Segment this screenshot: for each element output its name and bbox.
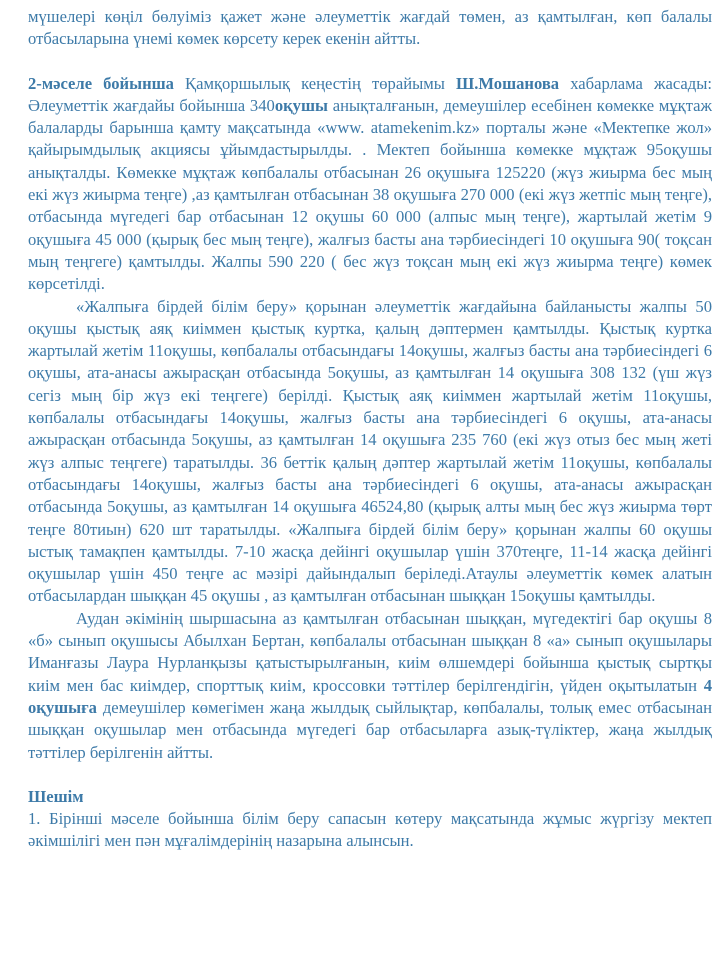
decision-heading-text: Шешім	[28, 786, 84, 806]
paragraph-continuation: мүшелері көңіл бөлуіміз қажет және әлеуметтік жағдай төмен, аз қамтылған, көп балалы отбасыларына үнемі көмек көрсету керек екенін айтты.	[28, 7, 712, 49]
issue-2-text-2: хабарлама жасады: Әлеуметтік жағдайы бойынша 340	[28, 73, 712, 115]
decision-heading	[28, 786, 712, 808]
decision-item-1: 1. Бірінші мәселе бойынша білім беру сапасын көтеру мақсатында жұмыс жүргізу мектеп әкімшілігі мен пән мұғалімдерінің назарына алынсын.	[28, 809, 712, 851]
issue-2-text-3: анықталғанын, демеушілер есебінен көмекке мұқтаж балаларды барынша қамту мақсатында «www. atamekenim.kz» порталы және «Мектепке жол» қайырымдылық акциясы ұйымдастырылды. . Мектеп бойынша көмекке мұқтаж 95оқушы анықталды. Көмекке мұқтаж көпбалалы отбасынан 26 оқушыға 125220 (жүз жиырма бес мың екі жүз жиырма теңге) ,аз қамтылған отбасынан 38 оқушыға 270 000 (екі жүз жетпіс мың теңге), отбасында мүгедегі бар отбасынан 12 оқушы 60 000 (алпыс мың теңге), жартылай жетім 9 оқушыға 45 000 (қырық бес мың теңге), жалғыз басты ана тәрбиесіндегі 10 оқушыға 90( тоқсан мың теңгеге) қамтылды. Жалпы 590 220 ( бес жүз тоқсан мың екі жүз жиырма теңге) көмек көрсетілді.	[28, 95, 712, 294]
new-year-bold: 4 оқушыға	[28, 675, 712, 717]
speaker-name: Ш.Мошанова	[455, 73, 560, 93]
issue-2-heading: 2-мәселе бойынша	[28, 73, 174, 93]
paragraph-issue-2	[28, 73, 712, 296]
new-year-text-1: Аудан әкімінің шыршасына аз қамтылған отбасынан шыққан, мүгедектігі бар оқушы 8 «б» сынып оқушысы Абылхан Бертан, көпбалалы отбасынан шыққан 8 «а» сынып оқушылары Иманғазы Лаура Нурланқызы қатыстырылғанын, киім өлшемдері бойынша қыстық сыртқы киім мен бас киімдер, спорттық киім, кроссовки тәттілер берілгендігін, үйден оқытылатын	[28, 608, 712, 695]
issue-2-bold-word: оқушы	[274, 95, 328, 115]
paragraph-spacer	[28, 51, 712, 73]
paragraph-new-year	[28, 608, 712, 764]
issue-2-text-1: Қамқоршылық кеңестің төрайымы	[173, 73, 456, 93]
new-year-text-2: демеушілер көмегімен жаңа жылдық сыйлықтар, көпбалалы, толық емес отбасынан шыққан оқушылар мен отбасында мүгедегі бар отбасыларға азық-түліктер, жаңа жылдық тәттілер берілгенін айтты.	[28, 697, 712, 762]
paragraph-spacer	[28, 764, 712, 786]
paragraph-fund: «Жалпыға бірдей білім беру» қорынан әлеуметтік жағдайына байланысты жалпы 50 оқушы қыстық аяқ киіммен қыстық куртка, қалың дәптермен қамтылды. Қыстық куртка жартылай жетім 11оқушы, көпбалалы отбасындағы 14оқушы, жалғыз басты ана тәрбиесіндегі 6 оқушы, ата-анасы ажырасқан отбасында 5оқушы, аз қамтылған 14 оқушыға 308 132 (үш жүз сегіз мың бір жүз екі теңгеге) берілді. Қыстық аяқ киіммен жартылай жетім 11оқушы, көпбалалы отбасындағы 14оқушы, жалғыз басты ана тәрбиесіндегі 6 оқушы, ата-анасы ажырасқан отбасында 5оқушы, аз қамтылған 14 оқушыға 235 760 (екі жүз отыз бес мың жеті жүз алпыс теңгеге) таратылды. 36 беттік қалың дәптер жартылай жетім 11оқушы, көпбалалы отбасындағы 14оқушы, жалғыз басты ана тәрбиесіндегі 6 оқушы, ата-анасы ажырасқан отбасында 5оқушы, аз қамтылған 14 оқушыға 46524,80 (қырық алты мың бес жүз жиырма төрт теңге 80тиын) 620 шт таратылды. «Жалпыға бірдей білім беру» қорынан жалпы 60 оқушы ыстық тамақпен қамтылды. 7-10 жасқа дейінгі оқушылар үшін 370теңге, 11-14 жасқа дейінгі оқушылар үшін 450 теңге ас мәзірі дайындалып беріледі.Атаулы әлеуметтік көмек алатын отбасылардан шыққан 45 оқушы , аз қамтылған отбасынан шыққан 15оқушы қамтылды.	[28, 296, 712, 606]
